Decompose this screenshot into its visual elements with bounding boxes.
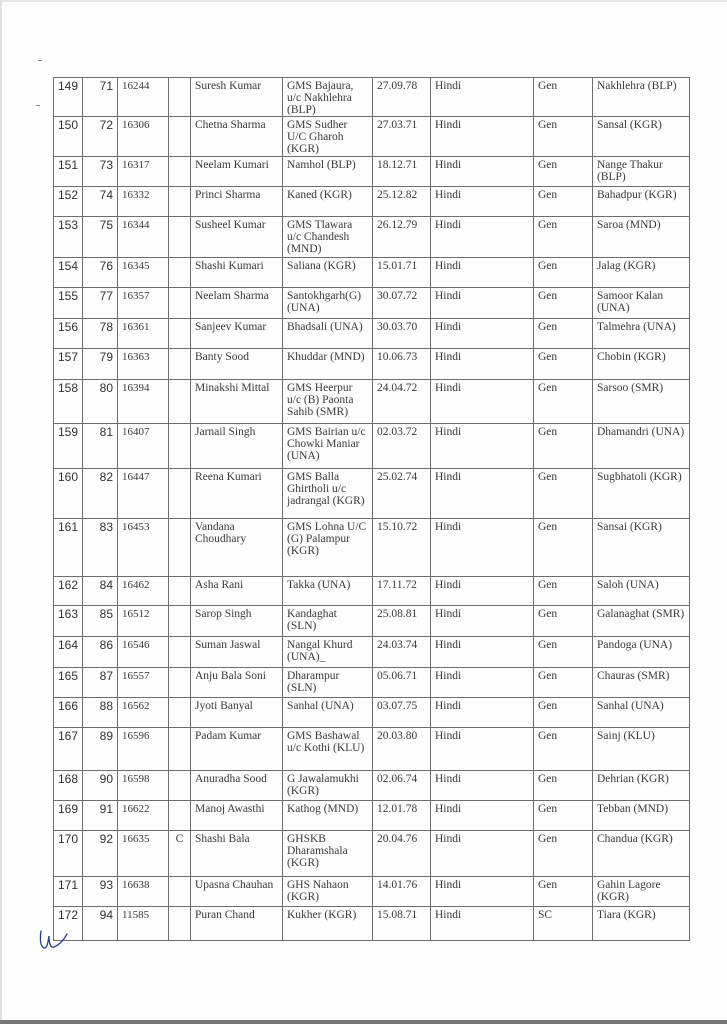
category-cell: Gen: [534, 349, 593, 380]
sub-serial-cell: 82: [83, 469, 118, 519]
dob-cell: 25.02.74: [373, 469, 431, 519]
sub-serial-cell: 89: [83, 728, 118, 771]
subject-cell: Hindi: [431, 907, 534, 941]
subject-cell: Hindi: [431, 771, 534, 801]
sub-serial-cell: 85: [83, 606, 118, 637]
sub-serial-cell: 92: [83, 831, 118, 877]
category-cell: Gen: [534, 698, 593, 728]
teacher-code-cell: 16512: [118, 606, 169, 637]
subject-cell: Hindi: [431, 319, 534, 349]
sub-serial-cell: 77: [83, 288, 118, 319]
sub-serial-cell: 81: [83, 424, 118, 469]
serial-number-cell: 164: [54, 637, 83, 668]
flag-cell: [169, 637, 191, 668]
table-row: [54, 907, 690, 941]
present-posting-cell: Sanhal (UNA): [283, 698, 373, 728]
present-posting-cell: GHSKB Dharamshala (KGR): [283, 831, 373, 877]
dob-cell: 30.03.70: [373, 319, 431, 349]
page-left-edge: [0, 0, 2, 1024]
station-cell: Saloh (UNA): [593, 577, 690, 606]
subject-cell: Hindi: [431, 187, 534, 217]
table-row: [54, 288, 690, 319]
present-posting-cell: GMS Tlawara u/c Chandesh (MND): [283, 217, 373, 258]
station-cell: Sanhal (UNA): [593, 698, 690, 728]
dob-cell: 30.07.72: [373, 288, 431, 319]
subject-cell: Hindi: [431, 157, 534, 187]
station-cell: Sarsoo (SMR): [593, 380, 690, 424]
subject-cell: Hindi: [431, 831, 534, 877]
station-cell: Tebban (MND): [593, 801, 690, 831]
name-cell: Chetna Sharma: [191, 117, 283, 157]
serial-number-cell: 154: [54, 258, 83, 288]
station-cell: Dhamandri (UNA): [593, 424, 690, 469]
dob-cell: 02.03.72: [373, 424, 431, 469]
present-posting-cell: Kaned (KGR): [283, 187, 373, 217]
table-row: [54, 877, 690, 907]
table-row: [54, 217, 690, 258]
station-cell: Talmehra (UNA): [593, 319, 690, 349]
sub-serial-cell: 93: [83, 877, 118, 907]
teacher-code-cell: 16407: [118, 424, 169, 469]
roster-body: [54, 78, 690, 941]
category-cell: Gen: [534, 519, 593, 577]
category-cell: Gen: [534, 380, 593, 424]
category-cell: Gen: [534, 78, 593, 117]
serial-number-cell: 170: [54, 831, 83, 877]
name-cell: Asha Rani: [191, 577, 283, 606]
flag-cell: [169, 577, 191, 606]
name-cell: Susheel Kumar: [191, 217, 283, 258]
serial-number-cell: 158: [54, 380, 83, 424]
present-posting-cell: Takka (UNA): [283, 577, 373, 606]
present-posting-cell: Kathog (MND): [283, 801, 373, 831]
name-cell: Neelam Sharma: [191, 288, 283, 319]
subject-cell: Hindi: [431, 78, 534, 117]
flag-cell: [169, 668, 191, 698]
name-cell: Jyoti Banyal: [191, 698, 283, 728]
name-cell: Princi Sharma: [191, 187, 283, 217]
teacher-code-cell: 16596: [118, 728, 169, 771]
flag-cell: [169, 469, 191, 519]
category-cell: Gen: [534, 469, 593, 519]
sub-serial-cell: 88: [83, 698, 118, 728]
teacher-code-cell: 11585: [118, 907, 169, 941]
category-cell: Gen: [534, 801, 593, 831]
name-cell: Puran Chand: [191, 907, 283, 941]
name-cell: Vandana Choudhary: [191, 519, 283, 577]
serial-number-cell: 166: [54, 698, 83, 728]
teacher-code-cell: 16462: [118, 577, 169, 606]
sub-serial-cell: 75: [83, 217, 118, 258]
station-cell: Sugbhatoli (KGR): [593, 469, 690, 519]
category-cell: Gen: [534, 217, 593, 258]
name-cell: Sarop Singh: [191, 606, 283, 637]
sub-serial-cell: 79: [83, 349, 118, 380]
teacher-code-cell: 16394: [118, 380, 169, 424]
flag-cell: [169, 698, 191, 728]
station-cell: Sansal (KGR): [593, 117, 690, 157]
name-cell: Manoj Awasthi: [191, 801, 283, 831]
table-row: [54, 424, 690, 469]
teacher-code-cell: 16244: [118, 78, 169, 117]
category-cell: Gen: [534, 319, 593, 349]
subject-cell: Hindi: [431, 380, 534, 424]
roster-table: [53, 77, 690, 941]
margin-mark: [36, 105, 40, 106]
name-cell: Padam Kumar: [191, 728, 283, 771]
present-posting-cell: Kukher (KGR): [283, 907, 373, 941]
table-row: [54, 78, 690, 117]
subject-cell: Hindi: [431, 728, 534, 771]
table-row: [54, 698, 690, 728]
dob-cell: 20.03.80: [373, 728, 431, 771]
table-row: [54, 606, 690, 637]
table-row: [54, 349, 690, 380]
dob-cell: 20.04.76: [373, 831, 431, 877]
sub-serial-cell: 94: [83, 907, 118, 941]
subject-cell: Hindi: [431, 288, 534, 319]
dob-cell: 25.08.81: [373, 606, 431, 637]
flag-cell: C: [169, 831, 191, 877]
flag-cell: [169, 606, 191, 637]
margin-mark: [38, 60, 42, 61]
table-row: [54, 831, 690, 877]
present-posting-cell: GMS Bashawal u/c Kothi (KLU): [283, 728, 373, 771]
table-row: [54, 319, 690, 349]
teacher-code-cell: 16361: [118, 319, 169, 349]
present-posting-cell: GMS Lohna U/C (G) Palampur (KGR): [283, 519, 373, 577]
station-cell: Jalag (KGR): [593, 258, 690, 288]
serial-number-cell: 161: [54, 519, 83, 577]
table-row: [54, 577, 690, 606]
name-cell: Anju Bala Soni: [191, 668, 283, 698]
table-row: [54, 519, 690, 577]
teacher-code-cell: 16453: [118, 519, 169, 577]
dob-cell: 14.01.76: [373, 877, 431, 907]
name-cell: Jarnail Singh: [191, 424, 283, 469]
station-cell: Sansai (KGR): [593, 519, 690, 577]
present-posting-cell: GHS Nahaon (KGR): [283, 877, 373, 907]
name-cell: Neelam Kumari: [191, 157, 283, 187]
flag-cell: [169, 319, 191, 349]
page-top-edge: [0, 0, 727, 2]
present-posting-cell: Khuddar (MND): [283, 349, 373, 380]
station-cell: Samoor Kalan (UNA): [593, 288, 690, 319]
present-posting-cell: Saliana (KGR): [283, 258, 373, 288]
present-posting-cell: GMS Sudher U/C Gharoh (KGR): [283, 117, 373, 157]
dob-cell: 24.04.72: [373, 380, 431, 424]
serial-number-cell: 167: [54, 728, 83, 771]
serial-number-cell: 150: [54, 117, 83, 157]
present-posting-cell: Dharampur (SLN): [283, 668, 373, 698]
flag-cell: [169, 519, 191, 577]
subject-cell: Hindi: [431, 698, 534, 728]
table-row: [54, 157, 690, 187]
subject-cell: Hindi: [431, 877, 534, 907]
station-cell: Tiara (KGR): [593, 907, 690, 941]
station-cell: Nakhlehra (BLP): [593, 78, 690, 117]
page-bottom-edge: [0, 1020, 727, 1024]
name-cell: Minakshi Mittal: [191, 380, 283, 424]
sub-serial-cell: 90: [83, 771, 118, 801]
station-cell: Chobin (KGR): [593, 349, 690, 380]
serial-number-cell: 160: [54, 469, 83, 519]
name-cell: Suman Jaswal: [191, 637, 283, 668]
present-posting-cell: Kandaghat (SLN): [283, 606, 373, 637]
name-cell: Suresh Kumar: [191, 78, 283, 117]
table-row: [54, 187, 690, 217]
dob-cell: 18.12.71: [373, 157, 431, 187]
category-cell: Gen: [534, 577, 593, 606]
sub-serial-cell: 91: [83, 801, 118, 831]
category-cell: Gen: [534, 668, 593, 698]
station-cell: Saroa (MND): [593, 217, 690, 258]
subject-cell: Hindi: [431, 424, 534, 469]
subject-cell: Hindi: [431, 668, 534, 698]
table-row: [54, 668, 690, 698]
present-posting-cell: G Jawalamukhi (KGR): [283, 771, 373, 801]
dob-cell: 26.12.79: [373, 217, 431, 258]
serial-number-cell: 153: [54, 217, 83, 258]
subject-cell: Hindi: [431, 637, 534, 668]
serial-number-cell: 169: [54, 801, 83, 831]
teacher-code-cell: 16344: [118, 217, 169, 258]
dob-cell: 10.06.73: [373, 349, 431, 380]
serial-number-cell: 165: [54, 668, 83, 698]
station-cell: Pandoga (UNA): [593, 637, 690, 668]
sub-serial-cell: 83: [83, 519, 118, 577]
teacher-code-cell: 16546: [118, 637, 169, 668]
serial-number-cell: 157: [54, 349, 83, 380]
dob-cell: 15.10.72: [373, 519, 431, 577]
dob-cell: 15.08.71: [373, 907, 431, 941]
dob-cell: 12.01.78: [373, 801, 431, 831]
present-posting-cell: Namhol (BLP): [283, 157, 373, 187]
dob-cell: 05.06.71: [373, 668, 431, 698]
station-cell: Chauras (SMR): [593, 668, 690, 698]
flag-cell: [169, 801, 191, 831]
sub-serial-cell: 78: [83, 319, 118, 349]
serial-number-cell: 168: [54, 771, 83, 801]
teacher-code-cell: 16357: [118, 288, 169, 319]
sub-serial-cell: 76: [83, 258, 118, 288]
table-row: [54, 801, 690, 831]
serial-number-cell: 159: [54, 424, 83, 469]
present-posting-cell: GMS Bajaura, u/c Nakhlehra (BLP): [283, 78, 373, 117]
flag-cell: [169, 424, 191, 469]
serial-number-cell: 149: [54, 78, 83, 117]
dob-cell: 25.12.82: [373, 187, 431, 217]
table-row: [54, 117, 690, 157]
subject-cell: Hindi: [431, 258, 534, 288]
flag-cell: [169, 258, 191, 288]
dob-cell: 15.01.71: [373, 258, 431, 288]
name-cell: Upasna Chauhan: [191, 877, 283, 907]
table-row: [54, 771, 690, 801]
serial-number-cell: 156: [54, 319, 83, 349]
present-posting-cell: Nangal Khurd (UNA)_: [283, 637, 373, 668]
category-cell: Gen: [534, 117, 593, 157]
table-row: [54, 469, 690, 519]
category-cell: Gen: [534, 424, 593, 469]
subject-cell: Hindi: [431, 469, 534, 519]
serial-number-cell: 171: [54, 877, 83, 907]
category-cell: Gen: [534, 187, 593, 217]
sub-serial-cell: 72: [83, 117, 118, 157]
flag-cell: [169, 907, 191, 941]
present-posting-cell: Santokhgarh(G) (UNA): [283, 288, 373, 319]
sub-serial-cell: 74: [83, 187, 118, 217]
teacher-code-cell: 16363: [118, 349, 169, 380]
category-cell: Gen: [534, 877, 593, 907]
sub-serial-cell: 73: [83, 157, 118, 187]
flag-cell: [169, 771, 191, 801]
dob-cell: 03.07.75: [373, 698, 431, 728]
category-cell: Gen: [534, 157, 593, 187]
station-cell: Sainj (KLU): [593, 728, 690, 771]
station-cell: Dehrian (KGR): [593, 771, 690, 801]
serial-number-cell: 172: [54, 907, 83, 941]
table-row: [54, 258, 690, 288]
name-cell: Anuradha Sood: [191, 771, 283, 801]
name-cell: Sanjeev Kumar: [191, 319, 283, 349]
subject-cell: Hindi: [431, 519, 534, 577]
teacher-code-cell: 16332: [118, 187, 169, 217]
dob-cell: 27.09.78: [373, 78, 431, 117]
teacher-code-cell: 16562: [118, 698, 169, 728]
teacher-code-cell: 16306: [118, 117, 169, 157]
name-cell: Shashi Kumari: [191, 258, 283, 288]
present-posting-cell: GMS Bairian u/c Chowki Maniar (UNA): [283, 424, 373, 469]
flag-cell: [169, 78, 191, 117]
category-cell: Gen: [534, 606, 593, 637]
flag-cell: [169, 728, 191, 771]
flag-cell: [169, 349, 191, 380]
flag-cell: [169, 288, 191, 319]
serial-number-cell: 155: [54, 288, 83, 319]
serial-number-cell: 163: [54, 606, 83, 637]
flag-cell: [169, 117, 191, 157]
teacher-code-cell: 16557: [118, 668, 169, 698]
station-cell: Nange Thakur (BLP): [593, 157, 690, 187]
flag-cell: [169, 217, 191, 258]
subject-cell: Hindi: [431, 577, 534, 606]
dob-cell: 02.06.74: [373, 771, 431, 801]
subject-cell: Hindi: [431, 117, 534, 157]
table-row: [54, 637, 690, 668]
station-cell: Galanaghat (SMR): [593, 606, 690, 637]
category-cell: Gen: [534, 771, 593, 801]
flag-cell: [169, 157, 191, 187]
category-cell: Gen: [534, 288, 593, 319]
present-posting-cell: Bhadsali (UNA): [283, 319, 373, 349]
dob-cell: 27.03.71: [373, 117, 431, 157]
flag-cell: [169, 877, 191, 907]
category-cell: Gen: [534, 637, 593, 668]
present-posting-cell: GMS Balla Ghirtholi u/c jadrangal (KGR): [283, 469, 373, 519]
category-cell: Gen: [534, 831, 593, 877]
sub-serial-cell: 80: [83, 380, 118, 424]
subject-cell: Hindi: [431, 349, 534, 380]
signature-initial: [36, 928, 70, 952]
sub-serial-cell: 87: [83, 668, 118, 698]
subject-cell: Hindi: [431, 801, 534, 831]
present-posting-cell: GMS Heerpur u/c (B) Paonta Sahib (SMR): [283, 380, 373, 424]
teacher-code-cell: 16622: [118, 801, 169, 831]
serial-number-cell: 152: [54, 187, 83, 217]
teacher-code-cell: 16447: [118, 469, 169, 519]
teacher-code-cell: 16345: [118, 258, 169, 288]
teacher-code-cell: 16317: [118, 157, 169, 187]
dob-cell: 24.03.74: [373, 637, 431, 668]
teacher-code-cell: 16598: [118, 771, 169, 801]
teacher-code-cell: 16635: [118, 831, 169, 877]
sub-serial-cell: 86: [83, 637, 118, 668]
serial-number-cell: 151: [54, 157, 83, 187]
subject-cell: Hindi: [431, 606, 534, 637]
name-cell: Shashi Bala: [191, 831, 283, 877]
sub-serial-cell: 71: [83, 78, 118, 117]
category-cell: SC: [534, 907, 593, 941]
serial-number-cell: 162: [54, 577, 83, 606]
station-cell: Chandua (KGR): [593, 831, 690, 877]
flag-cell: [169, 380, 191, 424]
station-cell: Gahin Lagore (KGR): [593, 877, 690, 907]
dob-cell: 17.11.72: [373, 577, 431, 606]
category-cell: Gen: [534, 728, 593, 771]
name-cell: Reena Kumari: [191, 469, 283, 519]
teacher-code-cell: 16638: [118, 877, 169, 907]
station-cell: Bahadpur (KGR): [593, 187, 690, 217]
subject-cell: Hindi: [431, 217, 534, 258]
sub-serial-cell: 84: [83, 577, 118, 606]
table-row: [54, 380, 690, 424]
name-cell: Banty Sood: [191, 349, 283, 380]
flag-cell: [169, 187, 191, 217]
table-row: [54, 728, 690, 771]
category-cell: Gen: [534, 258, 593, 288]
